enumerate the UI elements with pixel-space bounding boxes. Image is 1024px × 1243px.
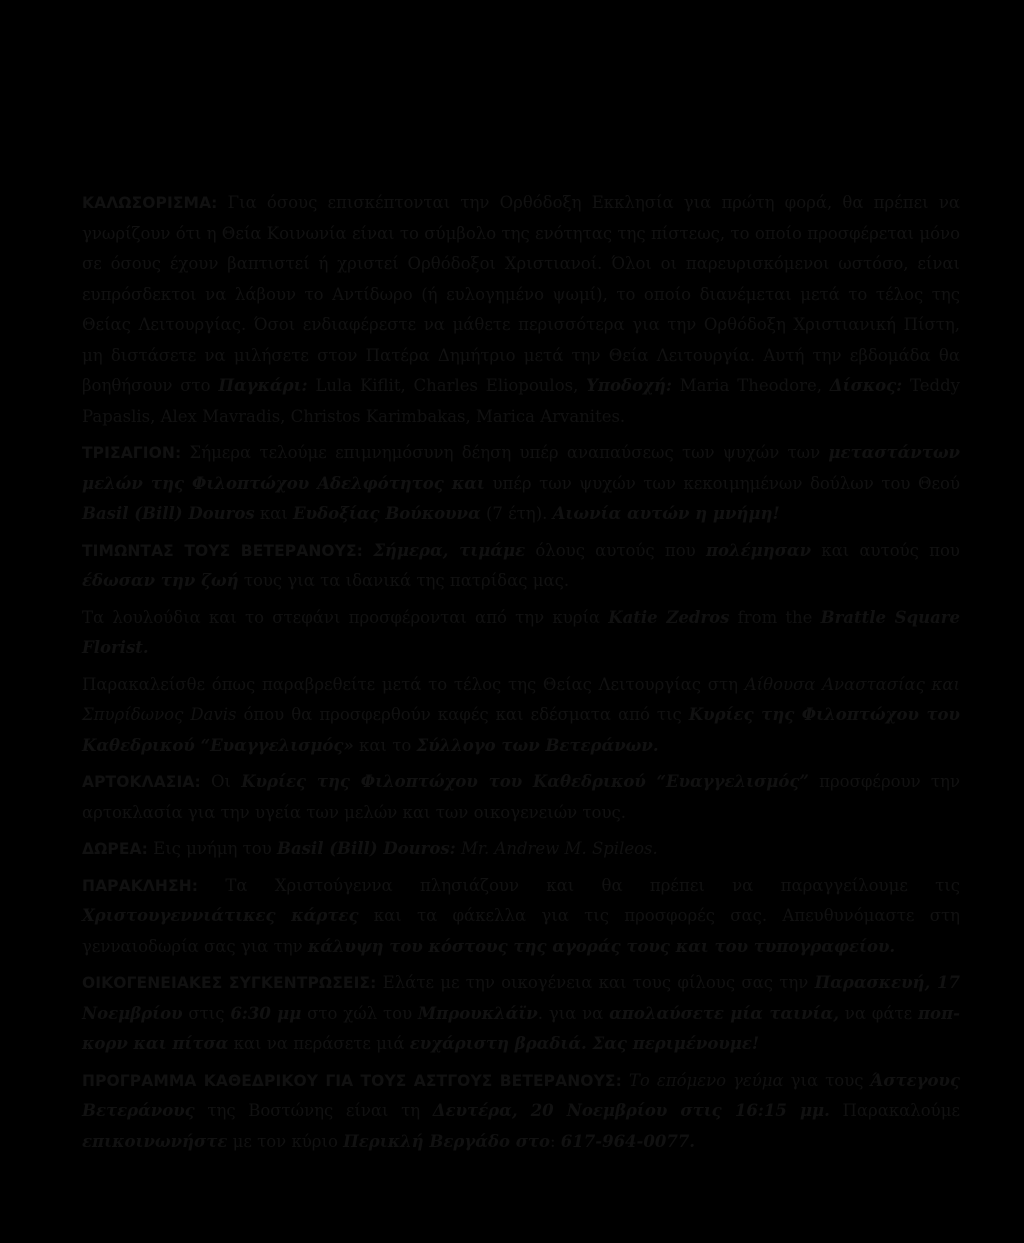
- paragraph-veterans-run-1: [363, 541, 373, 560]
- paragraph-welcome-run-2: Παγκάρι:: [218, 376, 308, 395]
- paragraph-homeless-veterans-run-10: Περικλή Βεργάδο στο: [343, 1131, 550, 1151]
- paragraph-donation-run-4: Mr. Andrew M. Spileos.: [460, 839, 658, 858]
- paragraph-homeless-veterans-run-7: Παρακαλούμε: [829, 1101, 960, 1120]
- paragraph-trisagion-run-1: Σήμερα τελούμε επιμνημόσυνη δέηση υπέρ αναπαύσεως των ψυχών των: [181, 443, 829, 462]
- paragraph-artoklasia-run-3: προσφέρουν την αρτοκλασία για την υγεία των μελών και των οικογενειών τους.: [82, 772, 960, 822]
- paragraph-coffee-run-3: Κυρίες της Φιλοπτώχου του Καθεδρικού “Ευαγγελισμός»: [82, 705, 960, 755]
- paragraph-veterans-run-0: ΤΙΜΩΝΤΑΣ ΤΟΥΣ ΒΕΤΕΡΑΝΟΥΣ:: [82, 541, 363, 560]
- paragraph-family-run-6: Μπρουκλάϊν: [417, 1003, 538, 1023]
- paragraph-trisagion-run-7: (7 έτη).: [480, 504, 553, 523]
- paragraph-artoklasia-run-0: ΑΡΤΟΚΛΑΣΙΑ:: [82, 773, 201, 791]
- paragraph-homeless-veterans-run-6: Δευτέρα, 20 Νοεμβρίου στις 16:15 μμ.: [432, 1101, 830, 1120]
- paragraph-welcome-run-6: Δίσκος:: [829, 376, 903, 395]
- bulletin-content: [82, 188, 960, 1163]
- paragraph-welcome: [82, 188, 960, 432]
- paragraph-flowers-run-1: Katie Zedros: [608, 607, 730, 627]
- paragraph-family-run-10: ποπ-κορν και πίτσα: [82, 1003, 960, 1053]
- paragraph-homeless-veterans-run-8: επικοινωνήστε: [82, 1131, 228, 1151]
- paragraph-welcome-run-5: Maria Theodore,: [671, 376, 830, 395]
- paragraph-family-run-3: στις: [182, 1003, 231, 1023]
- paragraph-family-run-0: ΟΙΚΟΓΕΝΕΙΑΚΕΣ ΣΥΓΚΕΝΤΡΩΣΕΙΣ:: [82, 974, 377, 992]
- paragraph-homeless-veterans-run-5: της Βοστώνης είναι τη: [194, 1101, 433, 1120]
- paragraph-homeless-veterans-run-4: Άστεγους Βετεράνους: [82, 1070, 961, 1120]
- paragraph-welcome-run-4: Υποδοχή:: [586, 376, 672, 395]
- paragraph-request: [82, 871, 960, 963]
- paragraph-family-run-11: και να περάσετε μιά: [228, 1034, 410, 1053]
- paragraph-coffee-run-2: όπου θα προσφερθούν καφές και εδέσματα από τις: [236, 705, 689, 724]
- paragraph-coffee-run-1: Αίθουσα Αναστασίας και Σπυρίδωνος Davis: [82, 674, 960, 724]
- paragraph-veterans-run-7: τους για τα ιδανικά της πατρίδας μας.: [238, 571, 570, 590]
- paragraph-welcome-run-7: Teddy Papaslis, Alex Mavradis, Christos Karimbakas, Marica Arvanites.: [82, 376, 960, 426]
- paragraph-family-run-4: 6:30 μμ: [230, 1003, 302, 1023]
- paragraph-request-run-0: ΠΑΡΑΚΛΗΣΗ:: [82, 876, 199, 895]
- paragraph-flowers-run-0: Τα λουλούδια και το στεφάνι προσφέρονται από την κυρία: [82, 607, 609, 627]
- paragraph-veterans-run-3: όλους αυτούς που: [525, 540, 706, 560]
- paragraph-family-run-1: Ελάτε με την οικογένεια και τους φίλους σας την: [376, 973, 815, 992]
- paragraph-homeless-veterans: [82, 1066, 960, 1158]
- paragraph-family: [82, 968, 960, 1060]
- paragraph-welcome-run-3: Lula Kiflit, Charles Eliopoulos,: [307, 376, 587, 395]
- paragraph-coffee-run-0: Παρακαλείσθε όπως παραβρεθείτε μετά το τέλος της Θείας Λειτουργίας στη: [82, 674, 745, 694]
- paragraph-donation-run-1: Εις μνήμη του: [147, 839, 277, 858]
- paragraph-homeless-veterans-run-9: με τον κύριο: [227, 1131, 344, 1151]
- paragraph-trisagion-run-8: Αιωνία αυτών η μνήμη!: [552, 504, 780, 523]
- paragraph-donation-run-2: Basil (Bill) Douros:: [277, 839, 456, 858]
- paragraph-donation: [82, 834, 960, 865]
- paragraph-veterans-run-5: και αυτούς που: [811, 540, 960, 560]
- paragraph-trisagion-run-2: μεταστάντων μελών της Φιλοπτώχου Αδελφότητος και: [82, 443, 960, 493]
- paragraph-trisagion-run-0: ΤΡΙΣΑΓΙΟΝ:: [82, 444, 182, 462]
- paragraph-coffee: [82, 670, 960, 762]
- paragraph-trisagion-run-6: Ευδοξίας Βούκουνα: [293, 504, 481, 523]
- paragraph-homeless-veterans-run-12: 617-964-0077.: [560, 1131, 696, 1151]
- paragraph-request-run-3: και τα φάκελλα για τις προσφορές σας. Απευθυνόμαστε στη γενναιοδωρία σας για την: [82, 906, 960, 956]
- paragraph-veterans-run-4: πολέμησαν: [705, 540, 812, 560]
- paragraph-trisagion-run-4: Basil (Bill) Douros: [82, 504, 255, 523]
- paragraph-trisagion-run-3: υπέρ των ψυχών των κεκοιμημένων δούλων του Θεού: [484, 473, 960, 493]
- paragraph-welcome-run-0: ΚΑΛΩΣΟΡΙΣΜΑ:: [82, 194, 218, 212]
- paragraph-welcome-run-1: Για όσους επισκέπτονται την Ορθόδοξη Εκκλησία για πρώτη φορά, θα πρέπει να γνωρίζουν ότι η Θεία Κοινωνία είναι το σύμβολο της ενότητας της πίστεως, το οποίο προσφέρεται μόνο σε όσους έχουν βαπτιστεί ή χριστεί Ορθόδοξοι Χριστιανοί. Όλοι οι παρευρισκόμενοι ωστόσο, είναι ευπρόσδεκτοι να λάβουν το Αντίδωρο (ή ευλογημένο ψωμί), το οποίο διανέμεται μετά το τέλος της Θείας Λειτουργίας. Όσοι ενδιαφέρεστε να μάθετε περισσότερα για την Ορθόδοξη Χριστιανική Πίστη, μη διστάσετε να μιλήσετε στον Πατέρα Δημήτριο μετά την Θεία Λειτουργία. Αυτή την εβδομάδα θα βοηθήσουν στο: [82, 193, 960, 395]
- paragraph-veterans: [82, 536, 960, 597]
- paragraph-homeless-veterans-run-1: [622, 1071, 629, 1090]
- paragraph-homeless-veterans-run-2: Το επόμενο γεύμα: [628, 1070, 784, 1090]
- paragraph-homeless-veterans-run-11: :: [549, 1131, 561, 1151]
- paragraph-flowers-run-2: from the: [729, 607, 821, 627]
- paragraph-family-run-7: . για να: [537, 1003, 610, 1023]
- paragraph-trisagion-run-5: και: [254, 504, 294, 523]
- paragraph-homeless-veterans-run-3: για τους: [783, 1070, 871, 1090]
- paragraph-veterans-run-6: έδωσαν την ζωή: [82, 571, 239, 590]
- paragraph-family-run-8: απολαύσετε μία ταινία,: [609, 1003, 839, 1023]
- paragraph-donation-run-0: ΔΩΡΕΑ:: [82, 840, 148, 858]
- paragraph-veterans-run-2: Σήμερα, τιμάμε: [373, 540, 526, 560]
- paragraph-homeless-veterans-run-0: ΠΡΟΓΡΑΜΜΑ ΚΑΘΕΔΡΙΚΟΥ ΓΙΑ ΤΟΥΣ ΑΣΤΓΟΥΣ ΒΕΤΕΡΑΝΟΥΣ:: [82, 1071, 622, 1090]
- paragraph-artoklasia-run-2: Κυρίες της Φιλοπτώχου του Καθεδρικού “Ευαγγελισμός”: [241, 772, 809, 791]
- paragraph-request-run-4: κάλυψη του κόστους της αγοράς τους και του τυπογραφείου.: [307, 936, 896, 956]
- paragraph-family-run-12: ευχάριστη βραδιά. Σας περιμένουμε!: [409, 1034, 760, 1053]
- paragraph-request-run-1: Τα Χριστούγεννα πλησιάζουν και θα πρέπει να παραγγείλουμε τις: [198, 875, 960, 895]
- paragraph-request-run-2: Χριστουγεννιάτικες κάρτες: [82, 906, 359, 925]
- paragraph-artoklasia: [82, 767, 960, 828]
- paragraph-family-run-9: να φάτε: [838, 1003, 918, 1023]
- paragraph-trisagion: [82, 438, 960, 530]
- paragraph-family-run-5: στο χώλ του: [301, 1003, 418, 1023]
- paragraph-artoklasia-run-1: Οι: [200, 772, 242, 791]
- paragraph-flowers-run-3: Brattle Square Florist.: [82, 607, 961, 657]
- paragraph-family-run-2: Παρασκευή, 17 Νοεμβρίου: [82, 973, 960, 1023]
- paragraph-flowers: [82, 603, 960, 664]
- header-bar: [82, 124, 958, 178]
- paragraph-coffee-run-4: και το: [353, 735, 417, 755]
- paragraph-coffee-run-5: Σύλλογο των Βετεράνων.: [416, 735, 659, 755]
